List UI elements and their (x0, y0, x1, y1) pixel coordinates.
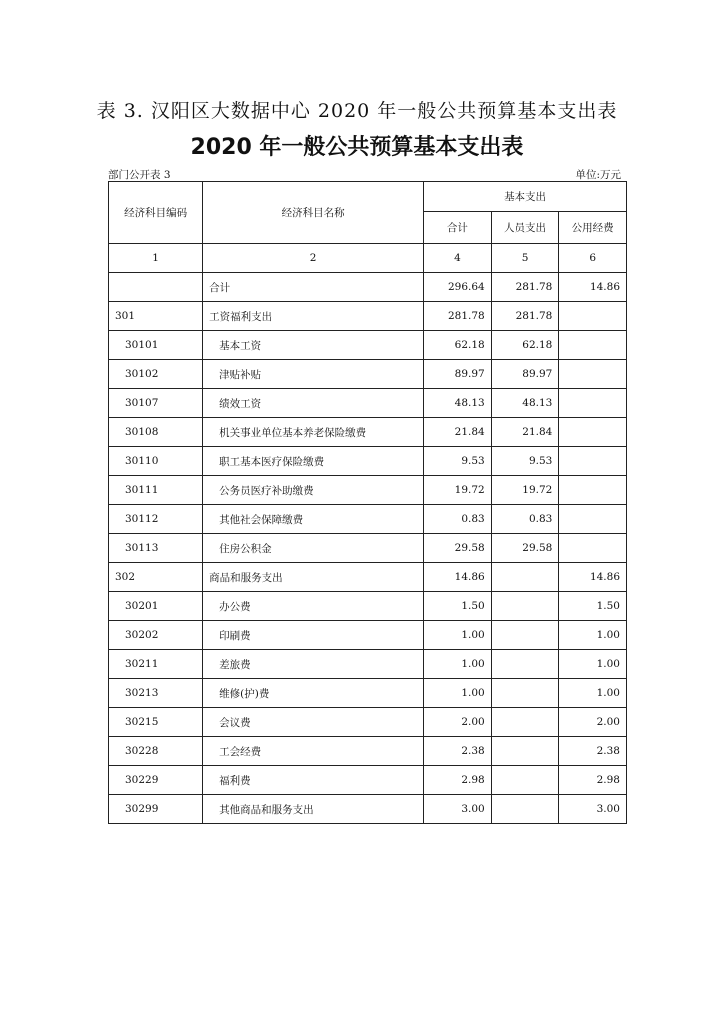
row-personnel: 19.72 (491, 476, 559, 505)
row-public (559, 476, 627, 505)
table-row (109, 679, 627, 708)
expenditure-table (108, 181, 627, 824)
table-row (109, 592, 627, 621)
row-total: 1.00 (424, 679, 492, 708)
row-total: 2.38 (424, 737, 492, 766)
table-row (109, 795, 627, 824)
col-number: 2 (203, 244, 424, 273)
row-name: 绩效工资 (203, 389, 424, 418)
header-code: 经济科目编码 (109, 182, 203, 244)
row-total: 296.64 (424, 273, 492, 302)
row-personnel: 0.83 (491, 505, 559, 534)
row-total: 281.78 (424, 302, 492, 331)
row-personnel (491, 563, 559, 592)
row-total: 3.00 (424, 795, 492, 824)
row-code: 30201 (109, 592, 203, 621)
row-public (559, 331, 627, 360)
row-personnel (491, 795, 559, 824)
row-personnel: 21.84 (491, 418, 559, 447)
table-row (109, 650, 627, 679)
row-name: 机关事业单位基本养老保险缴费 (203, 418, 424, 447)
row-public (559, 505, 627, 534)
row-personnel (491, 621, 559, 650)
table-row (109, 331, 627, 360)
row-personnel: 281.78 (491, 273, 559, 302)
row-name: 基本工资 (203, 331, 424, 360)
row-personnel: 62.18 (491, 331, 559, 360)
row-name: 商品和服务支出 (203, 563, 424, 592)
row-name: 工会经费 (203, 737, 424, 766)
row-personnel: 9.53 (491, 447, 559, 476)
row-public: 2.00 (559, 708, 627, 737)
row-code: 30299 (109, 795, 203, 824)
row-public (559, 302, 627, 331)
row-public: 2.38 (559, 737, 627, 766)
row-name: 办公费 (203, 592, 424, 621)
col-number: 4 (424, 244, 492, 273)
header-public: 公用经费 (559, 212, 627, 244)
row-public: 2.98 (559, 766, 627, 795)
row-code: 30102 (109, 360, 203, 389)
row-personnel (491, 650, 559, 679)
row-code: 30113 (109, 534, 203, 563)
header-basic-expenditure: 基本支出 (424, 182, 627, 212)
row-personnel (491, 679, 559, 708)
row-public (559, 418, 627, 447)
row-public: 1.50 (559, 592, 627, 621)
table-row (109, 418, 627, 447)
row-public: 14.86 (559, 273, 627, 302)
row-public (559, 389, 627, 418)
row-total: 19.72 (424, 476, 492, 505)
row-code: 30228 (109, 737, 203, 766)
row-total: 14.86 (424, 563, 492, 592)
row-code: 30211 (109, 650, 203, 679)
row-name: 福利费 (203, 766, 424, 795)
header-personnel: 人员支出 (491, 212, 559, 244)
row-code (109, 273, 203, 302)
row-total: 62.18 (424, 331, 492, 360)
row-code: 301 (109, 302, 203, 331)
row-total: 2.00 (424, 708, 492, 737)
row-code: 30101 (109, 331, 203, 360)
row-public: 1.00 (559, 650, 627, 679)
row-total: 1.50 (424, 592, 492, 621)
form-number: 部门公开表 3 (108, 169, 171, 181)
row-name: 差旅费 (203, 650, 424, 679)
header-name: 经济科目名称 (203, 182, 424, 244)
row-code: 30202 (109, 621, 203, 650)
row-name: 合计 (203, 273, 424, 302)
row-code: 30112 (109, 505, 203, 534)
row-name: 其他商品和服务支出 (203, 795, 424, 824)
row-total: 29.58 (424, 534, 492, 563)
row-name: 印刷费 (203, 621, 424, 650)
row-personnel: 89.97 (491, 360, 559, 389)
table-row (109, 505, 627, 534)
col-number: 1 (109, 244, 203, 273)
row-code: 30107 (109, 389, 203, 418)
unit-label: 单位:万元 (575, 169, 621, 181)
row-code: 30229 (109, 766, 203, 795)
row-public: 1.00 (559, 679, 627, 708)
row-public: 14.86 (559, 563, 627, 592)
row-personnel (491, 737, 559, 766)
table-row (109, 273, 627, 302)
row-code: 30108 (109, 418, 203, 447)
table-row (109, 708, 627, 737)
row-total: 48.13 (424, 389, 492, 418)
row-total: 1.00 (424, 621, 492, 650)
row-code: 302 (109, 563, 203, 592)
row-personnel (491, 592, 559, 621)
col-number: 5 (491, 244, 559, 273)
row-total: 0.83 (424, 505, 492, 534)
header-total: 合计 (424, 212, 492, 244)
table-row (109, 737, 627, 766)
row-name: 会议费 (203, 708, 424, 737)
row-name: 住房公积金 (203, 534, 424, 563)
table-row (109, 302, 627, 331)
document-caption: 表 3. 汉阳区大数据中心 2020 年一般公共预算基本支出表 (96, 100, 618, 122)
row-total: 1.00 (424, 650, 492, 679)
table-row (109, 389, 627, 418)
table-row (109, 360, 627, 389)
row-name: 维修(护)费 (203, 679, 424, 708)
row-public (559, 447, 627, 476)
table-row (109, 563, 627, 592)
table-row (109, 766, 627, 795)
row-public (559, 360, 627, 389)
row-name: 职工基本医疗保险缴费 (203, 447, 424, 476)
row-code: 30215 (109, 708, 203, 737)
row-name: 工资福利支出 (203, 302, 424, 331)
row-name: 津贴补贴 (203, 360, 424, 389)
row-total: 21.84 (424, 418, 492, 447)
table-row (109, 534, 627, 563)
row-total: 89.97 (424, 360, 492, 389)
col-number: 6 (559, 244, 627, 273)
table-row (109, 621, 627, 650)
table-row (109, 476, 627, 505)
row-personnel: 29.58 (491, 534, 559, 563)
row-personnel (491, 708, 559, 737)
row-code: 30110 (109, 447, 203, 476)
row-personnel: 48.13 (491, 389, 559, 418)
row-public (559, 534, 627, 563)
row-personnel: 281.78 (491, 302, 559, 331)
row-personnel (491, 766, 559, 795)
row-code: 30213 (109, 679, 203, 708)
row-public: 3.00 (559, 795, 627, 824)
row-code: 30111 (109, 476, 203, 505)
table-title: 2020 年一般公共预算基本支出表 (190, 135, 524, 160)
row-name: 其他社会保障缴费 (203, 505, 424, 534)
table-row (109, 447, 627, 476)
row-total: 2.98 (424, 766, 492, 795)
row-public: 1.00 (559, 621, 627, 650)
row-total: 9.53 (424, 447, 492, 476)
row-name: 公务员医疗补助缴费 (203, 476, 424, 505)
